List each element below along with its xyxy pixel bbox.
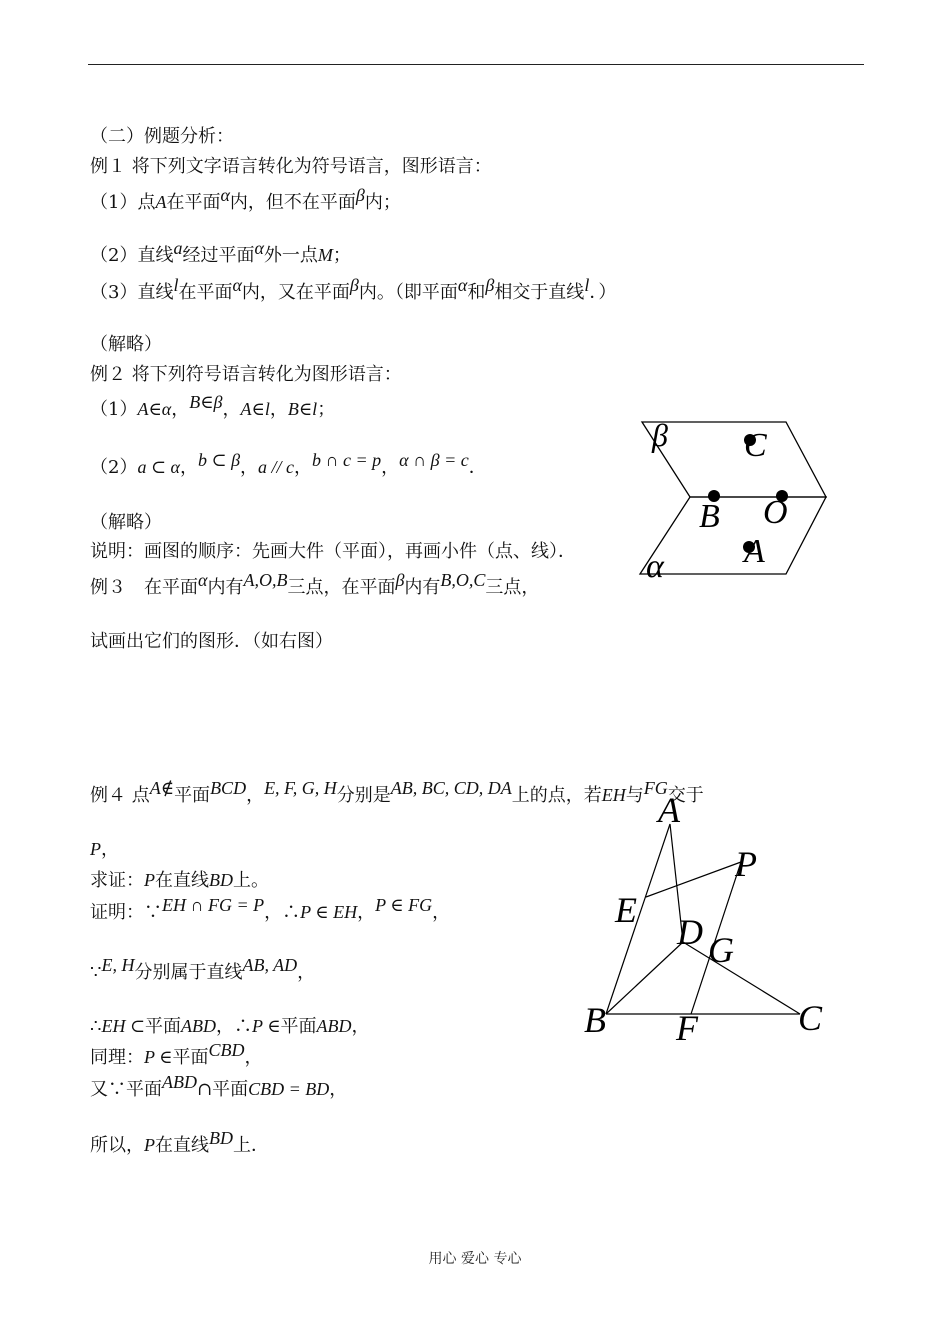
edge-dc xyxy=(683,942,800,1014)
text-run: 例４ 点 xyxy=(90,785,150,806)
text-run: 所以， xyxy=(90,1135,144,1156)
math-expression: ABD xyxy=(162,1072,197,1092)
text-run: 三点， xyxy=(485,577,540,598)
text-run: ， xyxy=(294,457,313,478)
text-run: 交于 xyxy=(667,785,704,806)
text-run: ∩平面 xyxy=(197,1079,249,1100)
text-run: （2） xyxy=(90,457,138,478)
text-run: 外一点 xyxy=(263,245,318,266)
math-expression: EH xyxy=(601,785,626,805)
label-d: D xyxy=(677,912,703,952)
conclusion xyxy=(90,1128,269,1158)
math-expression: EH ∩ FG = P xyxy=(162,895,265,915)
example-3-instruction xyxy=(90,630,333,654)
proof-line-2 xyxy=(90,955,316,985)
math-expression: A,O,B xyxy=(243,570,288,590)
math-expression: l xyxy=(584,275,590,295)
example-3-heading xyxy=(90,570,540,600)
label-beta: β xyxy=(652,417,668,453)
text-run: （解略） xyxy=(90,512,162,533)
example-4-continuation xyxy=(90,837,119,862)
header-rule xyxy=(88,64,864,65)
plane-beta xyxy=(642,422,826,497)
math-expression: β xyxy=(349,275,359,295)
example-2-heading xyxy=(90,363,402,387)
math-expression: a xyxy=(173,238,183,258)
text-run: 上的点，若 xyxy=(511,785,602,806)
math-expression: P ∈ EH xyxy=(300,902,358,922)
text-run: ， xyxy=(222,399,241,420)
proof-line-5 xyxy=(90,1072,348,1102)
text-run: 在直线 xyxy=(155,1135,209,1156)
text-run: ， xyxy=(357,902,376,923)
label-a: A xyxy=(658,790,680,830)
text-run: 分别是 xyxy=(336,785,391,806)
text-run: ， xyxy=(329,1079,348,1100)
math-expression: P xyxy=(90,839,101,859)
example-2-item-1 xyxy=(90,392,336,422)
math-expression: A xyxy=(155,192,167,212)
math-expression: b ⊂ β xyxy=(197,450,241,470)
text-run: 内，但不在平面 xyxy=(229,192,356,213)
math-expression: P ∈ FG xyxy=(375,895,433,915)
to-prove xyxy=(90,868,269,893)
solution-omitted xyxy=(90,333,162,357)
text-run: 上． xyxy=(233,1135,269,1156)
math-expression: b ∩ c = p xyxy=(312,450,382,470)
plane-alpha xyxy=(640,497,826,574)
section-heading xyxy=(90,125,234,149)
text-run: 在直线 xyxy=(155,870,209,891)
math-expression: AB, BC, CD, DA xyxy=(390,778,512,798)
label-g: G xyxy=(708,930,734,970)
text-run: ， xyxy=(246,785,265,806)
text-run: （1）点 xyxy=(90,192,156,213)
text-run: 同理： xyxy=(90,1047,144,1068)
text-run: 相交于直线 xyxy=(494,282,585,303)
math-expression: P ∈ xyxy=(252,1016,281,1036)
example-1-item-1 xyxy=(90,185,401,215)
text-run: ， xyxy=(244,1047,263,1068)
text-run: ， xyxy=(432,902,451,923)
math-expression: a // c xyxy=(258,457,295,477)
math-expression: A∈l xyxy=(240,399,270,419)
text-run: ∴ xyxy=(90,1016,102,1037)
text-run: ． xyxy=(468,457,487,478)
planes-figure xyxy=(636,416,836,586)
text-run: 平面 xyxy=(145,1016,182,1037)
math-expression: P xyxy=(144,1135,155,1155)
label-b: B xyxy=(584,1000,606,1040)
math-expression: ABD xyxy=(181,1016,217,1036)
label-o: O xyxy=(763,494,788,531)
text-run: 在平面 xyxy=(166,192,221,213)
proof-line-4 xyxy=(90,1040,263,1070)
proof-line-3 xyxy=(90,1014,370,1039)
text-run: 在平面 xyxy=(178,282,233,303)
text-run: 内，又在平面 xyxy=(241,282,350,303)
drawing-order-note xyxy=(90,540,576,564)
math-expression: β xyxy=(485,275,495,295)
text-run: 证明：∵ xyxy=(90,902,162,923)
math-expression: β xyxy=(355,185,365,205)
label-c: C xyxy=(798,998,823,1038)
text-run: 求证： xyxy=(90,870,144,891)
math-expression: B,O,C xyxy=(440,570,486,590)
math-expression: E, F, G, H xyxy=(264,778,337,798)
text-run: ， xyxy=(101,839,119,860)
example-1-item-2 xyxy=(90,238,351,268)
math-expression: BCD xyxy=(210,778,247,798)
math-expression: ABD xyxy=(316,1016,352,1036)
math-expression: B∈l xyxy=(287,399,318,419)
text-run: ； xyxy=(317,399,336,420)
text-run: ， xyxy=(171,399,190,420)
text-run: ， xyxy=(297,962,316,983)
math-expression: E, H xyxy=(101,955,135,975)
example-1-heading xyxy=(90,155,492,179)
text-run: ； xyxy=(332,245,351,266)
text-run: 和 xyxy=(467,282,486,303)
text-run: ，∴ xyxy=(264,902,301,923)
label-a: A xyxy=(744,533,765,570)
math-expression: FG xyxy=(643,778,668,798)
text-run: ∵ xyxy=(90,962,102,983)
text-run: 例２ 将下列符号语言转化为图形语言： xyxy=(90,364,402,385)
label-c: C xyxy=(744,427,767,464)
text-run: ， xyxy=(269,399,288,420)
text-run: （2）直线 xyxy=(90,245,174,266)
math-expression: α xyxy=(220,185,230,205)
text-run: 又∵平面 xyxy=(90,1079,162,1100)
text-run: 平面 xyxy=(174,785,211,806)
text-run: 例３ 在平面 xyxy=(90,577,198,598)
text-run: 平面 xyxy=(280,1016,317,1037)
line-ep xyxy=(646,862,741,897)
math-expression: A∈α xyxy=(137,399,172,419)
example-1-item-3 xyxy=(90,275,617,305)
text-run: 上。 xyxy=(233,870,269,891)
text-run: ， xyxy=(381,457,400,478)
text-run: （1） xyxy=(90,399,138,420)
text-run: 与 xyxy=(625,785,644,806)
math-expression: P ∈ xyxy=(144,1047,173,1067)
text-run: 内有 xyxy=(207,577,244,598)
text-run: ， xyxy=(179,457,198,478)
math-expression: α xyxy=(232,275,242,295)
math-expression: BD xyxy=(209,1128,233,1148)
text-run: 例１ 将下列文字语言转化为符号语言，图形语言： xyxy=(90,156,492,177)
math-expression: CBD xyxy=(208,1040,245,1060)
text-run: 分别属于直线 xyxy=(134,962,243,983)
text-run: 说明：画图的顺序：先画大件（平面），再画小件（点、线）． xyxy=(90,541,576,562)
text-run: 三点，在平面 xyxy=(287,577,396,598)
math-expression: B∈β xyxy=(189,392,223,412)
math-expression: EH ⊂ xyxy=(101,1016,146,1036)
text-run: ．） xyxy=(589,282,617,303)
text-run: （解略） xyxy=(90,334,162,355)
math-expression: BD xyxy=(209,870,233,890)
label-alpha: α xyxy=(646,548,664,585)
math-expression: α ∩ β = c xyxy=(399,450,469,470)
text-run: 经过平面 xyxy=(182,245,255,266)
math-expression: P xyxy=(144,870,155,890)
text-run: （3）直线 xyxy=(90,282,174,303)
label-p: P xyxy=(735,844,757,884)
text-run: ，∴ xyxy=(216,1016,253,1037)
math-expression: a ⊂ α xyxy=(137,457,180,477)
example-2-item-2 xyxy=(90,450,487,480)
proof-line-1 xyxy=(90,895,451,925)
math-expression: β xyxy=(395,570,405,590)
math-expression: A∉ xyxy=(149,778,175,798)
solution-omitted xyxy=(90,511,162,535)
page-footer: 用心 爱心 专心 xyxy=(428,1251,522,1267)
text-run: ， xyxy=(351,1016,370,1037)
label-b: B xyxy=(699,498,720,535)
text-run: （二）例题分析： xyxy=(90,126,234,147)
math-expression: M xyxy=(317,245,333,265)
label-f: F xyxy=(676,1008,698,1048)
text-run: 内有 xyxy=(404,577,441,598)
text-run: ， xyxy=(240,457,259,478)
math-expression: CBD = BD xyxy=(248,1079,330,1099)
math-expression: α xyxy=(457,275,468,295)
tetrahedron-figure xyxy=(580,790,840,1050)
text-run: 试画出它们的图形．（如右图） xyxy=(90,631,333,652)
math-expression: l xyxy=(173,275,179,295)
text-run: 内。（即平面 xyxy=(358,282,458,303)
math-expression: α xyxy=(254,238,264,258)
text-run: 平面 xyxy=(172,1047,209,1068)
math-expression: α xyxy=(198,570,208,590)
math-expression: AB, AD xyxy=(242,955,298,975)
label-e: E xyxy=(615,890,637,930)
text-run: 内； xyxy=(364,192,401,213)
